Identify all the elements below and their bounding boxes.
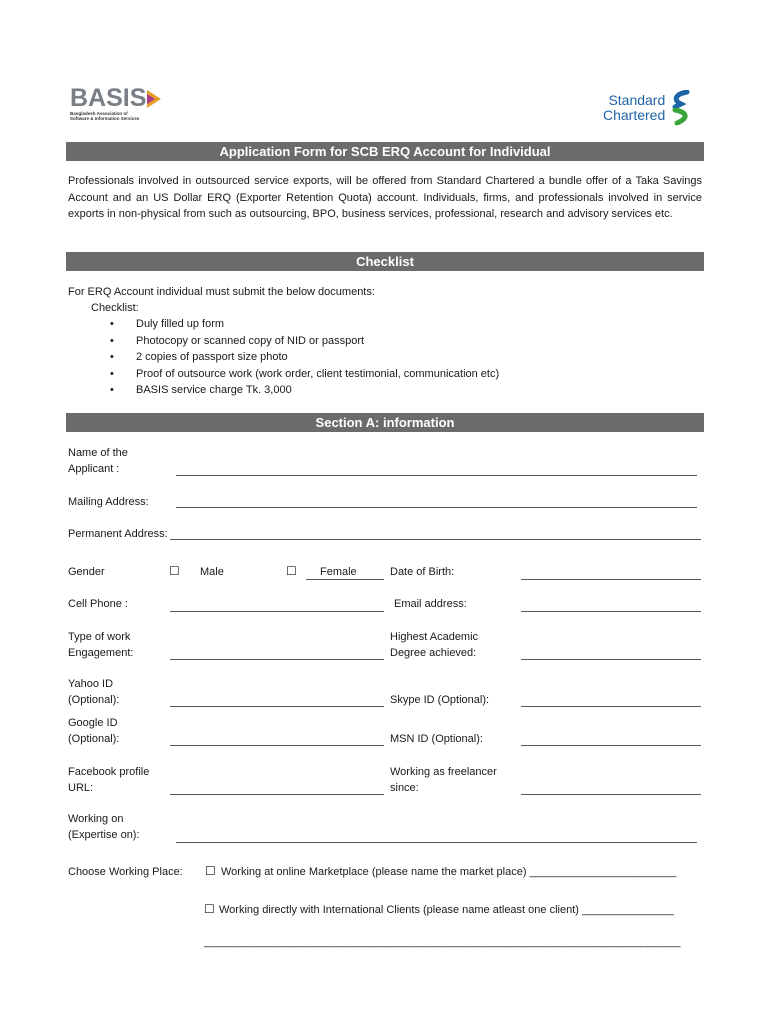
degree-label-2: Degree achieved: xyxy=(390,647,477,659)
facebook-label-2: URL: xyxy=(68,782,94,794)
facebook-label-1: Facebook profile xyxy=(68,766,150,778)
msn-input-line[interactable] xyxy=(521,745,701,746)
bullet-icon: • xyxy=(110,384,114,397)
google-input-line[interactable] xyxy=(170,745,384,746)
work-type-label-2: Engagement: xyxy=(68,647,134,659)
form-title-bar xyxy=(66,142,704,161)
yahoo-label-1: Yahoo ID xyxy=(68,678,114,690)
checklist-item: • Photocopy or scanned copy of NID or passport xyxy=(110,333,499,350)
section-a-heading: Section A: information xyxy=(315,415,455,430)
bullet-icon: • xyxy=(110,351,114,364)
form-title: Application Form for SCB ERQ Account for Individual xyxy=(219,144,551,159)
intro-paragraph: Professionals involved in outsourced service exports, will be offered from Standard Chartered a bundle offer of a Taka Savings Account and an US Dollar ERQ (Exporter Retention Quota) account. Individuals, firms, and professionals involved in service exports in non-physical from such as outsourcing, BPO, business services, professional, research and advisory services etc. xyxy=(68,175,702,220)
marketplace-option-label: Working at online Marketplace (please name the market place) ________________________ xyxy=(221,866,677,878)
permanent-address-input-line[interactable] xyxy=(170,539,701,540)
expertise-label-2: (Expertise on): xyxy=(68,829,140,841)
freelancer-input-line[interactable] xyxy=(521,794,701,795)
facebook-input-line[interactable] xyxy=(170,794,384,795)
sc-swirl-icon xyxy=(669,90,693,126)
standard-chartered-logo xyxy=(603,90,693,126)
basis-subtitle-1: Bangladesh Association of xyxy=(70,111,128,116)
trailing-input-line[interactable]: ____________________________________________________________________________________ xyxy=(204,936,681,948)
skype-input-line[interactable] xyxy=(521,706,701,707)
sc-logo-line-1: Standard xyxy=(608,92,666,108)
checklist-item: • Proof of outsource work (work order, client testimonial, communication etc) xyxy=(110,366,499,383)
female-checkbox[interactable]: ☐ xyxy=(286,564,297,578)
email-label: Email address: xyxy=(394,598,467,610)
mailing-address-input-line[interactable] xyxy=(176,507,697,508)
bullet-icon: • xyxy=(110,367,114,380)
freelancer-label-1: Working as freelancer xyxy=(390,766,497,778)
expertise-label-1: Working on xyxy=(68,813,124,825)
male-checkbox[interactable]: ☐ xyxy=(169,564,180,578)
checklist-item: • BASIS service charge Tk. 3,000 xyxy=(110,382,499,399)
expertise-input-line[interactable] xyxy=(176,842,697,843)
email-input-line[interactable] xyxy=(521,611,701,612)
google-label-2: (Optional): xyxy=(68,733,120,745)
marketplace-checkbox[interactable]: ☐ xyxy=(205,864,216,878)
google-label-1: Google ID xyxy=(68,717,118,729)
yahoo-label-2: (Optional): xyxy=(68,694,120,706)
working-place-label: Choose Working Place: xyxy=(68,866,183,878)
bullet-icon: • xyxy=(110,334,114,347)
name-input-line[interactable] xyxy=(176,475,697,476)
basis-logo-text: BASIS xyxy=(70,84,147,112)
work-type-input-line[interactable] xyxy=(170,659,384,660)
checklist-heading: Checklist xyxy=(356,254,414,269)
checklist-item: • 2 copies of passport size photo xyxy=(110,349,499,366)
sc-logo-line-2: Chartered xyxy=(603,107,666,123)
basis-logo xyxy=(70,86,180,126)
work-type-label-1: Type of work xyxy=(68,631,131,643)
bullet-icon: • xyxy=(110,318,114,330)
gender-underline xyxy=(306,579,384,580)
basis-subtitle-2: Software & Information Services xyxy=(70,116,140,121)
permanent-address-label: Permanent Address: xyxy=(68,528,168,540)
freelancer-label-2: since: xyxy=(390,782,419,794)
gender-label: Gender xyxy=(68,566,105,578)
name-label-2: Applicant : xyxy=(68,463,120,475)
yahoo-input-line[interactable] xyxy=(170,706,384,707)
cell-phone-label: Cell Phone : xyxy=(68,598,128,610)
checklist-label: Checklist: xyxy=(91,302,139,314)
section-a-bar xyxy=(66,413,704,432)
mailing-address-label: Mailing Address: xyxy=(68,496,149,508)
name-label-1: Name of the xyxy=(68,447,128,459)
basis-arrow-icon xyxy=(147,90,161,108)
degree-label-1: Highest Academic xyxy=(390,631,479,643)
checklist-items xyxy=(110,316,499,399)
female-label: Female xyxy=(320,566,357,578)
checklist-item: • Duly filled up form xyxy=(110,316,499,333)
male-label: Male xyxy=(200,566,224,578)
dob-label: Date of Birth: xyxy=(390,566,455,578)
dob-input-line[interactable] xyxy=(521,579,701,580)
checklist-bar xyxy=(66,252,704,271)
skype-label: Skype ID (Optional): xyxy=(390,694,490,706)
degree-input-line[interactable] xyxy=(521,659,701,660)
clients-checkbox[interactable]: ☐ xyxy=(204,902,215,916)
checklist-intro: For ERQ Account individual must submit the below documents: xyxy=(68,286,375,298)
clients-option-label: Working directly with International Clients (please name atleast one client) _______________ xyxy=(219,904,674,916)
msn-label: MSN ID (Optional): xyxy=(390,733,483,745)
cell-phone-input-line[interactable] xyxy=(170,611,384,612)
